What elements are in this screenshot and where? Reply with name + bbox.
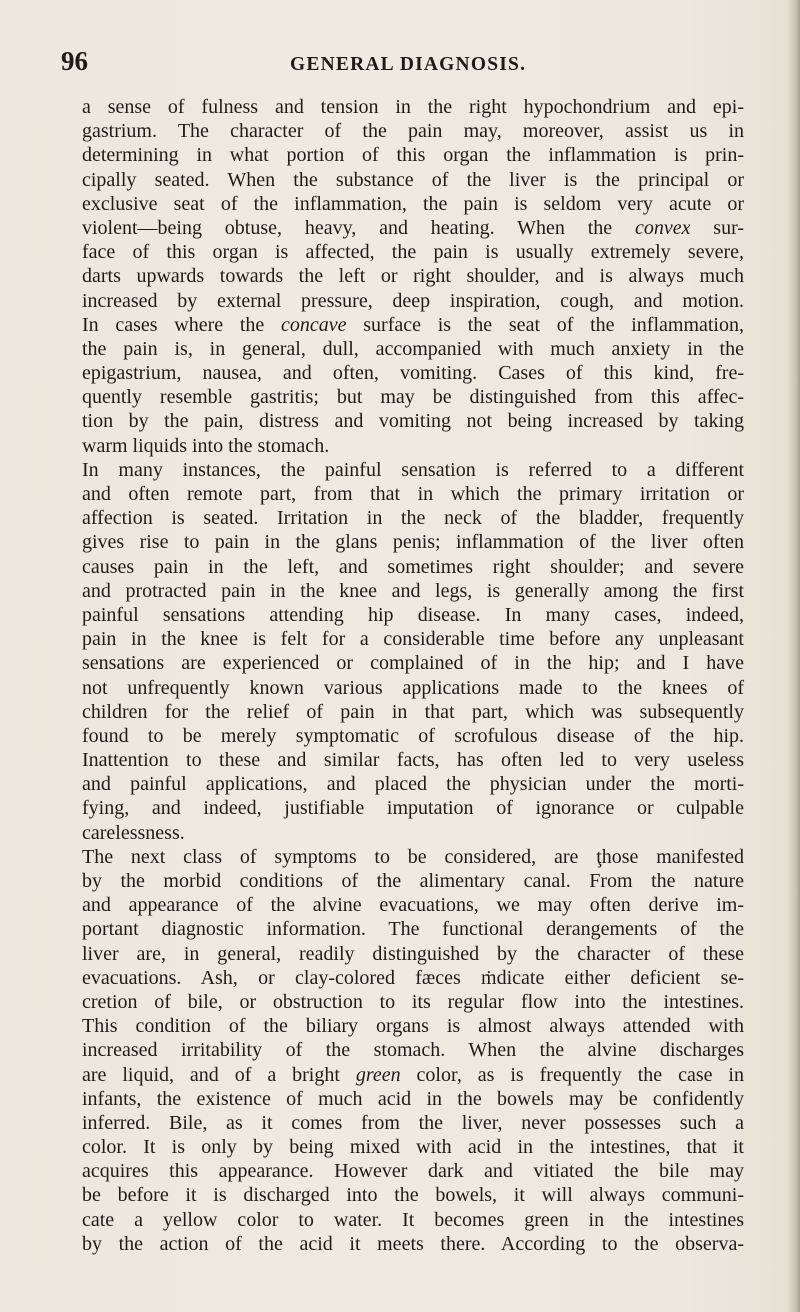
- text-segment: affection is seated. Irritation in the neck of the bladder, frequently: [82, 507, 744, 530]
- text-segment: are liquid, and of a bright: [82, 1063, 356, 1086]
- text-line: [82, 700, 744, 724]
- text-line: [82, 1014, 744, 1038]
- text-segment: inferred. Bile, as it comes from the liver, never possesses such a: [82, 1111, 744, 1134]
- text-segment: determining in what portion of this organ the inflammation is prin-: [82, 144, 744, 167]
- text-line: [82, 1232, 744, 1256]
- text-segment: This condition of the biliary organs is almost always attended with: [82, 1015, 744, 1038]
- body-text: [82, 95, 744, 1256]
- text-line: [82, 409, 744, 433]
- text-line: [82, 1208, 744, 1232]
- text-segment: darts upwards towards the left or right shoulder, and is always much: [82, 265, 744, 288]
- text-segment: carelessness.: [82, 821, 185, 844]
- text-line: [82, 1087, 744, 1111]
- text-segment: and painful applications, and placed the physician under the morti-: [82, 773, 744, 796]
- text-segment: gives rise to pain in the glans penis; inflammation of the liver often: [82, 531, 744, 554]
- text-line: [82, 821, 744, 845]
- text-line: [82, 555, 744, 579]
- text-line: [82, 264, 744, 288]
- text-line: [82, 337, 744, 361]
- text-segment: children for the relief of pain in that part, which was subsequently: [82, 700, 744, 723]
- text-segment: liver are, in general, readily distinguished by the character of these: [82, 942, 744, 965]
- text-segment: fying, and indeed, justifiable imputation of ignorance or culpable: [82, 797, 744, 820]
- text-segment: Inattention to these and similar facts, has often led to very useless: [82, 749, 744, 772]
- text-line: [82, 1159, 744, 1183]
- text-line: [82, 651, 744, 675]
- text-segment: color, as is frequently the case in: [400, 1063, 744, 1086]
- text-line: [82, 143, 744, 167]
- text-line: [82, 192, 744, 216]
- text-line: [82, 506, 744, 530]
- text-segment: acquires this appearance. However dark and vitiated the bile may: [82, 1160, 744, 1183]
- text-line: [82, 796, 744, 820]
- text-segment: sensations are experienced or complained of in the hip; and I have: [82, 652, 744, 675]
- text-segment: warm liquids into the stomach.: [82, 434, 330, 457]
- text-line: [82, 216, 744, 240]
- text-segment: and protracted pain in the knee and legs, is generally among the first: [82, 579, 744, 602]
- text-line: [82, 434, 744, 458]
- text-line: [82, 240, 744, 264]
- text-line: [82, 845, 744, 869]
- text-segment: be before it is discharged into the bowels, it will always communi-: [82, 1184, 744, 1207]
- text-segment: increased irritability of the stomach. When the alvine discharges: [82, 1039, 744, 1062]
- text-segment: gastrium. The character of the pain may, moreover, assist us in: [82, 120, 744, 143]
- text-segment: face of this organ is affected, the pain is usually extremely severe,: [82, 241, 744, 264]
- text-segment: In cases where the: [82, 313, 282, 336]
- text-segment: exclusive seat of the inflammation, the pain is seldom very acute or: [82, 192, 744, 215]
- text-line: [82, 458, 744, 482]
- running-head: GENERAL DIAGNOSIS.: [290, 54, 527, 75]
- text-segment: cipally seated. When the substance of the liver is the principal or: [82, 168, 744, 191]
- text-segment: pain in the knee is felt for a considerable time before any unpleasant: [82, 628, 744, 651]
- text-segment: found to be merely symptomatic of scrofulous disease of the hip.: [82, 724, 744, 747]
- text-line: [82, 1063, 744, 1087]
- page-edge-shadow: [786, 0, 800, 1312]
- text-segment: causes pain in the left, and sometimes right shoulder; and severe: [82, 555, 744, 578]
- text-line: [82, 966, 744, 990]
- text-line: [82, 917, 744, 941]
- text-line: [82, 95, 744, 119]
- text-segment: surface is the seat of the inflammation,: [346, 313, 744, 336]
- text-segment: infants, the existence of much acid in the bowels may be confidently: [82, 1087, 744, 1110]
- text-segment: In many instances, the painful sensation is referred to a different: [82, 458, 744, 481]
- text-segment: by the morbid conditions of the alimentary canal. From the nature: [82, 870, 744, 892]
- text-line: [82, 676, 744, 700]
- text-segment: cate a yellow color to water. It becomes green in the intestines: [82, 1208, 744, 1231]
- text-line: [82, 385, 744, 409]
- text-line: [82, 893, 744, 917]
- italic-term: concave: [281, 313, 347, 336]
- text-line: [82, 1111, 744, 1135]
- italic-term: green: [355, 1063, 401, 1086]
- text-line: [82, 990, 744, 1014]
- text-line: [82, 627, 744, 651]
- text-line: [82, 119, 744, 143]
- text-line: [82, 313, 744, 337]
- text-segment: quently resemble gastritis; but may be distinguished from this affec-: [82, 386, 744, 409]
- text-line: [82, 579, 744, 603]
- text-segment: portant diagnostic information. The functional derangements of the: [82, 918, 744, 941]
- text-line: [82, 942, 744, 966]
- text-line: [82, 772, 744, 796]
- text-segment: evacuations. Ash, or clay-colored fæces ṁdicate either deficient se-: [82, 966, 744, 989]
- text-line: [82, 748, 744, 772]
- text-segment: The next class of symptoms to be considered, are ţhose manifested: [82, 845, 744, 868]
- text-segment: a sense of fulness and tension in the right hypochondrium and epi-: [82, 96, 744, 118]
- text-segment: violent—being obtuse, heavy, and heating. When the: [82, 216, 635, 239]
- text-segment: increased by external pressure, deep inspiration, cough, and motion.: [82, 289, 744, 312]
- text-line: [82, 289, 744, 313]
- text-segment: sur-: [690, 216, 744, 239]
- text-segment: epigastrium, nausea, and often, vomiting. Cases of this kind, fre-: [82, 362, 744, 385]
- text-line: [82, 482, 744, 506]
- italic-term: convex: [634, 216, 691, 239]
- text-line: [82, 1183, 744, 1207]
- text-line: [82, 1038, 744, 1062]
- page-header: [61, 46, 741, 78]
- text-segment: cretion of bile, or obstruction to its regular flow into the intestines.: [82, 990, 744, 1013]
- text-line: [82, 1135, 744, 1159]
- text-segment: and often remote part, from that in which the primary irritation or: [82, 483, 744, 505]
- text-line: [82, 530, 744, 554]
- text-segment: by the action of the acid it meets there. According to the observa-: [82, 1232, 744, 1255]
- text-segment: painful sensations attending hip disease. In many cases, indeed,: [82, 603, 744, 626]
- text-segment: and appearance of the alvine evacuations, we may often derive im-: [82, 894, 744, 917]
- text-segment: the pain is, in general, dull, accompanied with much anxiety in the: [82, 337, 744, 360]
- text-segment: color. It is only by being mixed with acid in the intestines, that it: [82, 1136, 744, 1159]
- text-line: [82, 361, 744, 385]
- text-segment: not unfrequently known various applications made to the knees of: [82, 676, 744, 699]
- text-line: [82, 603, 744, 627]
- text-segment: tion by the pain, distress and vomiting not being increased by taking: [82, 410, 744, 433]
- text-line: [82, 168, 744, 192]
- text-line: [82, 869, 744, 893]
- page-number: 96: [61, 46, 88, 76]
- text-line: [82, 724, 744, 748]
